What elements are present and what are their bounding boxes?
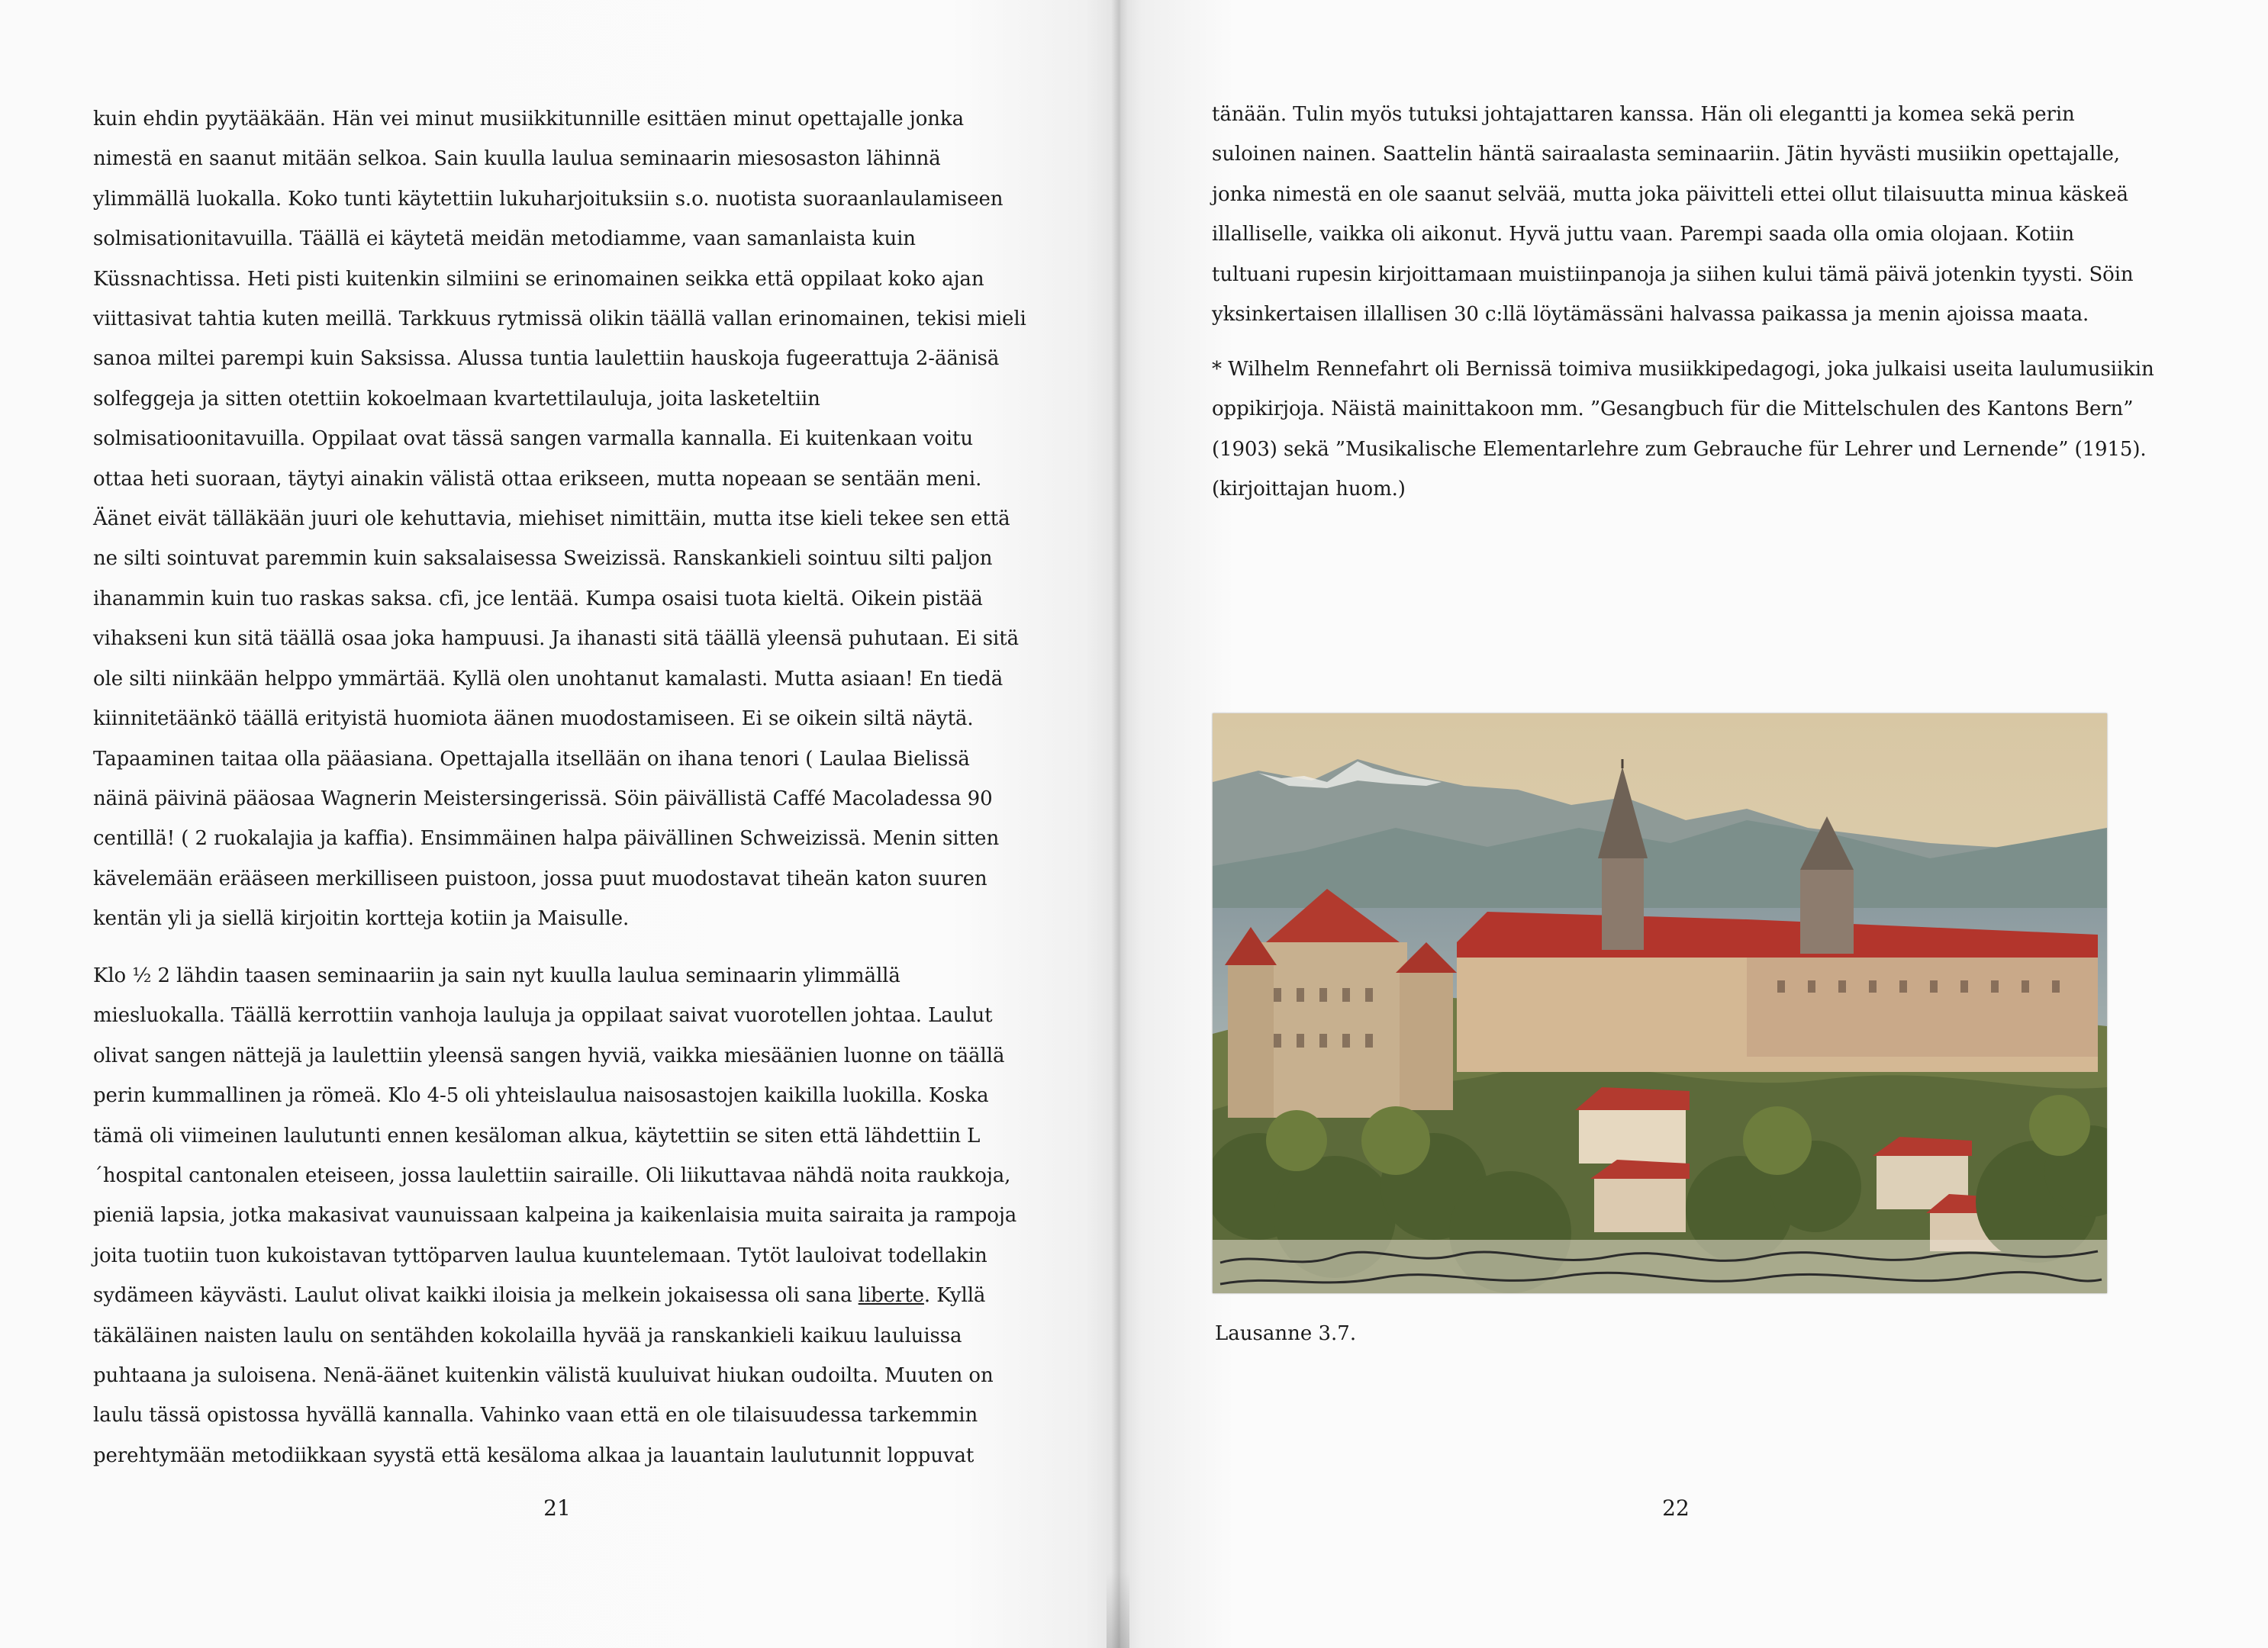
left-paragraph-1-text: kuin ehdin pyytääkään. Hän vei minut musiikkitunnille esittäen minut opettajalle jonka nimestä en saanut mitään selkoa. Sain kuulla laulua seminaarin miesosaston lähinnä ylimmällä luokalla. Koko tunti käytettiin lukuharjoituksiin s.o. nuotista suoraanlaulamiseen solmisationitavuilla. Täällä ei käytetä meidän metodiamme, vaan samanlaista kuin Küssnachtissa. Heti pisti kuitenkin silmiini se erinomainen seikka että oppilaat koko ajan viittasivat tahtia kuten meillä. Tarkkuus rytmissä olikin täällä vallan erinomainen, tekisi mieli sanoa miltei parempi kuin Saksissa. Alussa tuntia laulettiin hauskoja fugeerattuja 2-äänisä solfeggeja ja sitten otettiin kokoelmaan kvartettilauluja, joita lasketeltiin solmisatioonitavuilla. Oppilaat ovat tässä sangen varmalla kannalla. Ei kuitenkaan voitu ottaa heti suoraan, täytyi ainakin välistä ottaa erikseen, mutta nopeaan se sentään meni. Äänet eivät tälläkään juuri ole kehuttavia, miehiset nimittäin, mutta itse kieli tekee sen että ne silti sointuvat paremmin kuin saksalaisessa Sweizissä. Ranskankieli sointuu silti paljon ihanammin kuin tuo raskas saksa. cfi, jce lentää. Kumpa osaisi tuota kieltä. Oikein pistää vihakseni kun sitä täällä osaa joka hampuusi. Ja ihanasti sitä täällä yleensä puhutaan. Ei sitä ole silti niinkään helppo ymmärtää. Kyllä olen unohtanut kamalasti. Mutta asiaan! En tiedä kiinnitetäänkö täällä erityistä huomiota äänen muodostamiseen. Ei se oikein siltä näytä. Tapaaminen taitaa olla pääasiana. Opettajalla itsellään on ihana tenori ( Laulaa Bielissä näinä päivinä pääosaa Wagnerin Meistersingerissä. Söin päivällistä Caffé Macoladessa 90 centillä! ( 2 ruokalajia ja kaffia). Ensimmäinen halpa päivällinen Schweizissä. Menin sitten kävelemään erääseen merkilliseen puistoon, jossa puut muodostavat tiheän katon suuren kentän yli ja siellä kirjoitin kortteja kotiin ja Maisulle. (93, 108, 1026, 931)
footnote (1212, 349, 2158, 510)
right-paragraph-1-text: tänään. Tulin myös tutuksi johtajattaren kanssa. Hän oli elegantti ja komea sekä perin suloinen nainen. Saattelin häntä sairaalasta seminaariin. Jätin hyvästi musiikin opettajalle, jonka nimestä en ole saanut selvää, mutta joka päivitteli ettei ollut tilaisuutta minua käskeä illalliselle, vaikka oli aikonut. Hyvä juttu vaan. Parempi saada olla omia olojaan. Kotiin tultuani rupesin kirjoittamaan muistiinpanoja ja siihen kului tämä päivä jotenkin tyysti. Söin yksinkertaisen illallisen 30 c:llä löytämässäni halvassa paikassa ja menin ajoissa maata. (1212, 103, 2134, 327)
gutter-shadow (1107, 1572, 1129, 1648)
page-number-left: 21 (543, 1495, 571, 1521)
page-number-right: 22 (1662, 1495, 1690, 1521)
footnote-text: * Wilhelm Rennefahrt oli Bernissä toimiva musiikkipedagogi, joka julkaisi useita laulumusiikin oppikirjoja. Näistä mainittakoon mm. ”Gesangbuch für die Mittelschulen des Kantons Bern” (1903) sekä ”Musikalische Elementarlehre zum Gebrauche für Lehrer und Lernende” (1915). (kirjoittajan huom.) (1212, 358, 2154, 501)
left-paragraph-2-part-1: Klo ½ 2 lähdin taasen seminaariin ja sain nyt kuulla laulua seminaarin ylimmällä miesluokalla. Täällä kerrottiin vanhoja lauluja ja oppilaat saivat vuorotellen johtaa. Laulut olivat sangen nättejä ja laulettiin yleensä sangen hyviä, vaikka miesäänien luonne on täällä perin kummallinen ja römeä. Klo 4-5 oli yhteislaulua naisosastojen kaikilla luokilla. Koska tämä oli viimeinen laulutunti ennen kesäloman alkua, käytettiin se siten että lähdettiin L´hospital cantonalen eteiseen, jossa laulettiin sairaille. Oli liikuttavaa nähdä noita raukkoja, pieniä lapsia, jotka makasivat vaunuissaan kalpeina ja kaikenlaisia muita sairaita ja rampoja joita tuotiin tuon kukoistavan tyttöparven laulua kuuntelemaan. Tytöt lauloivat todellakin sydämeen käyvästi. Laulut olivat kaikki iloisia ja melkein jokaisessa oli sana (93, 964, 1017, 1308)
left-paragraph-1 (93, 99, 1030, 939)
left-paragraph-2-text (93, 956, 1030, 1476)
right-paragraph-1 (1212, 95, 2158, 334)
left-paragraph-2 (93, 956, 1030, 1476)
book-gutter (1111, 0, 1128, 1648)
postcard-lausanne-cathedral-image (1213, 713, 2107, 1293)
left-paragraph-2-part-2: . Kyllä täkäläinen naisten laulu on sentähden kokolailla hyvää ja ranskankieli kaikuu lauluissa puhtaana ja suloisena. Nenä-äänet kuitenkin välistä kuuluivat hiukan oudoilta. Muuten on laulu tässä opistossa hyvällä kannalla. Vahinko vaan että en ole tilaisuudessa tarkemmin perehtymään metodiikkaan syystä että kesäloma alkaa ja lauantain laulutunnit loppuvat (93, 1284, 994, 1467)
figure-caption: Lausanne 3.7. (1215, 1322, 1357, 1345)
underlined-word-liberte: liberte (858, 1284, 924, 1308)
left-page (0, 0, 1119, 1648)
